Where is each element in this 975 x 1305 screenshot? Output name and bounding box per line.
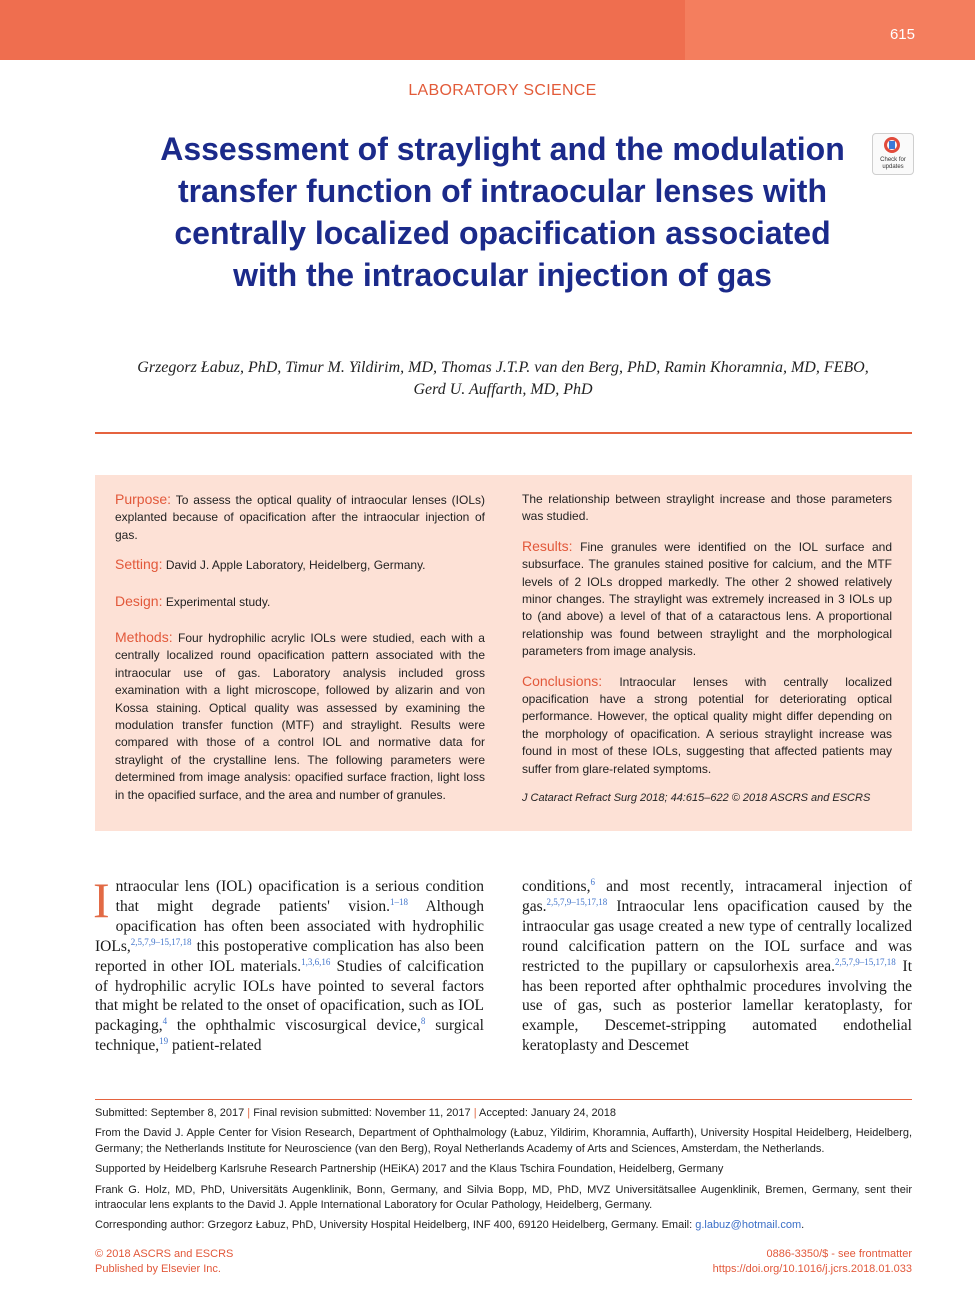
abstract-purpose bbox=[115, 491, 485, 544]
abstract-setting bbox=[115, 556, 485, 574]
reference-link[interactable]: 19 bbox=[159, 1036, 169, 1047]
copyright: © 2018 ASCRS and ESCRS bbox=[95, 1248, 234, 1260]
reference-link[interactable]: 2,5,7,9–15,17,18 bbox=[835, 956, 896, 967]
reference-link[interactable]: 1,3,6,16 bbox=[301, 956, 331, 967]
acknowledgement: Frank G. Holz, MD, PhD, Universitäts Augenklinik, Bonn, Germany, and Silvia Bopp, MD, PhD, MVZ Universitätsallee Augenklinik, Bremen, Germany, sent their intraocular lens explants to the David J. Apple International Laboratory for Ocular Pathology, Heidelberg, Germany. bbox=[95, 1183, 912, 1212]
authors-line-2: Gerd U. Auffarth, MD, PhD bbox=[413, 381, 593, 398]
reference-link[interactable]: 2,5,7,9–15,17,18 bbox=[546, 896, 608, 907]
abstract-results bbox=[522, 538, 892, 661]
setting-heading: Setting: bbox=[115, 556, 163, 573]
section-label: LABORATORY SCIENCE bbox=[408, 82, 597, 99]
affiliation: From the David J. Apple Center for Vision Research, Department of Ophthalmology (Łabuz, Yildirim, Khoramnia, Auffarth), University Hospital Heidelberg, Heidelberg, Germany; the Netherlands Institute for Neuroscience (van den Berg), Royal Netherlands Academy of Arts and Sciences, Amsterdam, the Netherlands. bbox=[95, 1127, 912, 1155]
doi-link[interactable]: https://doi.org/10.1016/j.jcrs.2018.01.033 bbox=[712, 1263, 912, 1275]
abstract-methods bbox=[115, 629, 485, 804]
publisher: Published by Elsevier Inc. bbox=[95, 1263, 221, 1275]
setting-text: David J. Apple Laboratory, Heidelberg, Germany. bbox=[165, 558, 426, 573]
body-left-column bbox=[93, 872, 484, 1056]
reference-link[interactable]: 2,5,7,9–15,17,18 bbox=[130, 936, 192, 947]
page-number-tab bbox=[685, 0, 975, 60]
check-for-updates-button[interactable] bbox=[872, 133, 914, 175]
reference-link[interactable]: 4 bbox=[162, 1016, 168, 1027]
issn: 0886-3350/$ - see frontmatter bbox=[766, 1248, 912, 1260]
footnotes bbox=[95, 1106, 912, 1239]
author-list bbox=[92, 357, 914, 401]
corresponding-author: Corresponding author: Grzegorz Łabuz, PhD, University Hospital Heidelberg, INF 400, 69120 Heidelberg, Germany. Email: g.labuz@hotmail.com. bbox=[95, 1219, 805, 1232]
conclusions-heading: Conclusions: bbox=[522, 672, 603, 689]
abstract-left-column bbox=[115, 491, 485, 816]
purpose-text: To assess the optical quality of intraocular lenses (IOLs) explanted because of opacification after the intraocular injection of gas. bbox=[115, 493, 485, 542]
abstract-conclusions bbox=[522, 673, 892, 778]
methods-heading: Methods: bbox=[115, 629, 173, 646]
methods-text: Four hydrophilic acrylic IOLs were studied, each with a centrally localized round opacification pattern associated with the intraocular use of gas. Laboratory analysis included gross examination with a light microscope, followed by alizarin and von Kossa staining. Optical quality was assessed by examining the modulation transfer function (MTF) and straylight. Results were compared with those of a control IOL and normative data for straylight of the crystalline lens. The following parameters were determined from image analysis: opacified surface fraction, light loss in the opacified surface, and the area and number of granules. bbox=[115, 631, 485, 802]
journal-citation: J Cataract Refract Surg 2018; 44:615–622 © 2018 ASCRS and ESCRS bbox=[522, 792, 871, 805]
reference-link[interactable]: 6 bbox=[590, 877, 595, 887]
reference-link[interactable]: 8 bbox=[420, 1016, 426, 1027]
abstract-design bbox=[115, 593, 485, 611]
design-heading: Design: bbox=[115, 592, 163, 609]
page-number: 615 bbox=[889, 26, 915, 43]
article-title: Assessment of straylight and the modulation transfer function of intraocular lenses with centrally localized opacification associated with the intraocular injection of gas bbox=[160, 131, 845, 293]
intro-paragraph-continued: conditions,$^6$ and most recently, intracameral injection of gas.$^{2,5,7,9-15,17,18}$ Intraocular lens opacification caused by the intraocular gas usage created a new type of centrally localized round calcification pattern on the IOL surface and was restricted to the pupillary or capsulorhexis area.$^{2,5,7,9-15,17,18}$ It has been reported after ophthalmic procedures involving the use of gas, such as posterior lamellar keratoplasty, for example, Descemet-stripping automated endothelial keratoplasty and Descemet bbox=[522, 877, 912, 1055]
authors-line-1: Grzegorz Łabuz, PhD, Timur M. Yildirim, MD, Thomas J.T.P. van den Berg, PhD, Ramin Khoramnia, MD, FEBO, bbox=[137, 359, 869, 376]
bookmark-icon bbox=[889, 141, 895, 149]
results-text: Fine granules were identified on the IOL surface and subsurface. The granules stained positive for calcium, and the MTF levels of 2 IOLs dropped markedly. The other 2 showed relatively minor changes. The straylight was extremely increased in 3 IOLs up to (and above) a level of that of a cataractous lens. A proportional relationship was found between straylight and the morphological parameters from image analysis. bbox=[522, 539, 892, 659]
submission-dates: Submitted: September 8, 2017 | Final revision submitted: November 11, 2017 | Accepted: January 24, 2018 bbox=[95, 1107, 617, 1119]
email-link[interactable]: g.labuz@hotmail.com bbox=[695, 1219, 802, 1232]
body-right-column bbox=[522, 877, 912, 1056]
drop-cap: I bbox=[93, 872, 110, 928]
footer-right bbox=[612, 1247, 912, 1277]
reference-link[interactable]: 1–18 bbox=[390, 896, 409, 907]
abstract-box bbox=[95, 475, 912, 831]
funding: Supported by Heidelberg Karlsruhe Research Partnership (HEiKA) 2017 and the Klaus Tschira Foundation, Heidelberg, Germany bbox=[95, 1163, 724, 1176]
top-color-bar bbox=[0, 0, 685, 60]
methods-continued: The relationship between straylight increase and those parameters was studied. bbox=[522, 492, 892, 524]
abstract-right-column bbox=[522, 491, 892, 820]
footer-left bbox=[95, 1247, 233, 1277]
intro-paragraph: Intraocular lens (IOL) opacification is a serious condition that might degrade patients' vision.$^{1-18}$ Although opacification has often been associated with hydrophilic IOLs,$^{2,5,7,9-15,17,18}$ this postoperative complication has also been reported in other IOL materials.$^{1,3,6,16}$ Studies of calcification of hydrophilic acrylic IOLs have pointed to several factors that might be related to the onset of opacification, such as IOL packaging,$^4$ the ophthalmic viscosurgical device,$^8$ surgical technique,$^{19}$ patient-related bbox=[93, 872, 484, 1055]
header-divider bbox=[95, 432, 912, 434]
footnote-divider bbox=[95, 1099, 912, 1100]
results-heading: Results: bbox=[522, 537, 573, 554]
design-text: Experimental study. bbox=[165, 594, 271, 609]
purpose-heading: Purpose: bbox=[115, 491, 172, 507]
check-for-updates-label: Check for updates bbox=[880, 157, 906, 170]
conclusions-text: Intraocular lenses with centrally localized opacification have a strong potential for deteriorating optical performance. However, the optical quality might differ depending on the morphology of opacification. A serious straylight increase was found in most of these IOLs, suggesting that affected patients may suffer from glare-related symptoms. bbox=[522, 674, 892, 776]
